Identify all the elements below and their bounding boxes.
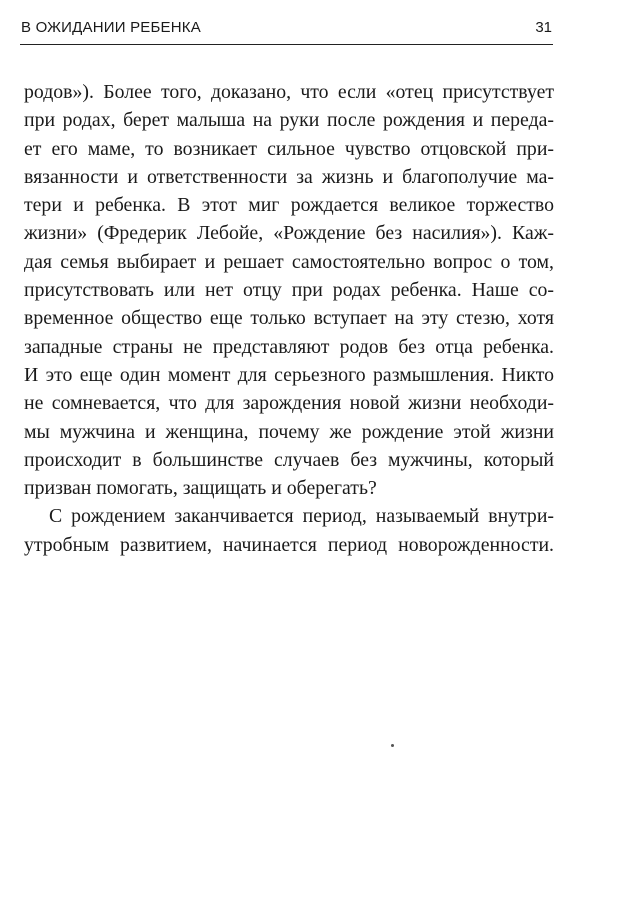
text-line: дая семья выбирает и решает самостоятельно вопрос о том,	[24, 250, 554, 273]
text-line: временное общество еще только вступает на эту стезю, хотя	[24, 307, 554, 330]
text-line: ет его маме, то возникает сильное чувство отцовской при-	[24, 137, 554, 160]
text-line: И это еще один момент для серьезного размышления. Никто	[24, 363, 554, 386]
paragraph	[24, 78, 554, 502]
text-line: утробным развитием, начинается период новорожденности.	[24, 533, 554, 556]
body-text	[24, 78, 554, 559]
ink-speck	[391, 744, 394, 747]
paragraph	[24, 502, 554, 559]
text-line: жизни» (Фредерик Лебойе, «Рождение без насилия»). Каж-	[24, 222, 554, 245]
text-line: родов»). Более того, доказано, что если «отец присутствует	[24, 81, 554, 103]
text-line: западные страны не представляют родов без отца ребенка.	[24, 335, 554, 358]
text-line: мы мужчина и женщина, почему же рождение этой жизни	[24, 420, 554, 443]
text-line: тери и ребенка. В этот миг рождается великое торжество	[24, 194, 554, 217]
text-line: не сомневается, что для зарождения новой жизни необходи-	[24, 392, 554, 415]
text-line: при родах, берет малыша на руки после рождения и переда-	[24, 109, 554, 132]
text-line: вязанности и ответственности за жизнь и благополучие ма-	[24, 165, 554, 188]
running-header	[20, 18, 553, 45]
text-line: присутствовать или нет отцу при родах ребенка. Наше со-	[24, 279, 554, 302]
text-line: призван помогать, защищать и оберегать?	[24, 477, 377, 500]
page-number: 31	[535, 19, 552, 36]
chapter-title: В ОЖИДАНИИ РЕБЕНКА	[21, 19, 201, 36]
text-line: С рождением заканчивается период, называемый внутри-	[49, 505, 554, 528]
text-line: происходит в большинстве случаев без мужчины, который	[24, 448, 554, 471]
